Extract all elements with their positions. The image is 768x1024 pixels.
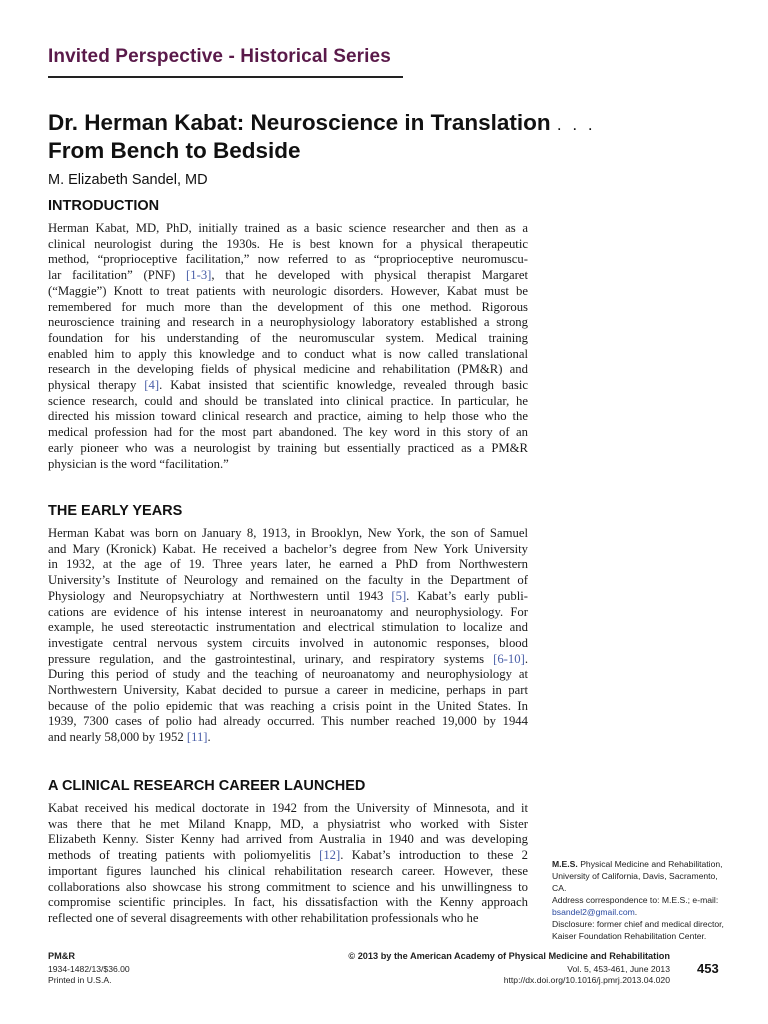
body-text: (“Maggie”) Knott to treat patients with neurologic disorders. However, Kabat must be [48, 283, 528, 298]
body-text: During this period of study and the teaching of neuroanatomy and neurophysiology at [48, 667, 528, 682]
body-text: , that he developed with physical therapist Margaret [211, 268, 528, 283]
body-line [48, 605, 528, 621]
series-divider [48, 76, 403, 78]
body-line [48, 268, 528, 284]
body-text: . Kabat insisted that scientific knowledge, revealed through basic [159, 378, 528, 393]
body-text: University’s Institute of Neurology and remained on the faculty in the Department of [48, 573, 528, 588]
affiliation-line-2: University of California, Davis, Sacramento, CA. [552, 871, 718, 893]
footer-printed: Printed in U.S.A. [48, 975, 112, 985]
body-line [48, 573, 528, 589]
body-text: method, “proprioceptive facilitation,” now referred to as “proprioceptive neuromuscu- [48, 252, 528, 267]
body-line [48, 832, 528, 848]
body-text: directed his mission toward clinical research and practice, aiming to help those who the [48, 409, 528, 424]
body-line [48, 284, 528, 300]
body-line [48, 620, 528, 636]
email-period: . [634, 907, 638, 917]
body-line [48, 911, 528, 927]
body-text: foundation for his understanding of the neuromuscular system. Medical training [48, 330, 528, 345]
citation-link[interactable]: [5] [391, 588, 407, 603]
body-text: Herman Kabat was born on January 8, 1913, in Brooklyn, New York, the son of Samuel [48, 526, 528, 540]
body-text: in 1932, at the age of 19. Three years later, he earned a PhD from Northwestern [48, 557, 528, 572]
title-line-2: From Bench to Bedside [48, 138, 301, 163]
affiliation-line-1: Physical Medicine and Rehabilitation, [580, 859, 723, 869]
body-line [48, 526, 528, 542]
body-line [48, 557, 528, 573]
body-text: neuroscience training and research in a neurophysiology laboratory established a strong [48, 315, 528, 330]
body-line [48, 362, 528, 378]
body-line [48, 457, 528, 473]
body-line [48, 848, 528, 864]
body-text: enabled him to apply this knowledge and to conduct what is now called translational [48, 346, 528, 361]
body-text: early pioneer who was a neurologist by training but essentially practiced as a PM&R [48, 440, 528, 455]
body-text: 1939, 7300 cases of polio had already occurred. This number reached 19,000 by 1944 [48, 714, 528, 729]
body-text: cations are evidence of his intense interest in neuroanatomy and neurophysiology. For [48, 604, 528, 619]
body-text: medical profession had for the most part abandoned. The key word in this story of an [48, 425, 528, 440]
section-heading-early-years: THE EARLY YEARS [48, 503, 183, 519]
body-text: . Kabat’s early publi- [406, 588, 528, 603]
body-line [48, 441, 528, 457]
body-text: pressure regulation, and the gastrointestinal, urinary, and respiratory systems [48, 651, 494, 666]
citation-link[interactable]: [6-10] [493, 651, 525, 666]
citation-link[interactable]: [12] [319, 848, 341, 863]
body-line [48, 542, 528, 558]
body-text: physician is the word “facilitation.” [48, 456, 229, 471]
body-text: and nearly 58,000 by 1952 [48, 730, 187, 745]
body-text: and Mary (Kronick) Kabat. He received a bachelor’s degree from New York University [48, 541, 528, 556]
title-line-1: Dr. Herman Kabat: Neuroscience in Translation [48, 110, 551, 135]
section-heading-introduction: INTRODUCTION [48, 198, 160, 214]
affiliation-line-3: Address correspondence to: M.E.S.; e-mail: [552, 895, 719, 905]
body-text: remembered for much more than the development of this one method. Rigorous [48, 299, 528, 314]
body-text: reflected one of several disagreements with other rehabilitation professionals who he [48, 910, 479, 925]
body-text: example, he used stereotactic instrumentation and electrical stimulation to localize and [48, 620, 528, 635]
body-line [48, 699, 528, 715]
body-text: methods of treating patients with poliomyelitis [48, 848, 320, 863]
section-heading-clinical-career: A CLINICAL RESEARCH CAREER LAUNCHED [48, 778, 366, 794]
body-text: was there that he met Miland Knapp, MD, a physiatrist who worked with Sister [48, 816, 528, 831]
citation-link[interactable]: [4] [144, 378, 160, 393]
title-ellipsis: . . . [556, 115, 596, 134]
body-line [48, 237, 528, 253]
affiliation-line-5: Disclosure: former chief and medical director, [552, 919, 724, 929]
body-text: important figures launched his clinical rehabilitation research career. However, these [48, 863, 528, 878]
body-line [48, 714, 528, 730]
body-line [48, 252, 528, 268]
body-line [48, 300, 528, 316]
author-name: M. Elizabeth Sandel, MD [48, 172, 208, 188]
body-line [48, 652, 528, 668]
body-text: physical therapy [48, 378, 145, 393]
body-line [48, 315, 528, 331]
body-text: . [524, 651, 528, 666]
body-text: Elizabeth Kenny. Sister Kenny had arrived from Australia in 1940 and was developing [48, 832, 528, 847]
citation-link[interactable]: [11] [186, 730, 208, 745]
footer-journal: PM&R [48, 951, 76, 961]
body-line [48, 589, 528, 605]
body-line [48, 221, 528, 237]
body-line [48, 730, 528, 746]
footer-issn: 1934-1482/13/$36.00 [48, 964, 130, 974]
body-line [48, 683, 528, 699]
body-line [48, 347, 528, 363]
page-number: 453 [697, 961, 719, 976]
body-line [48, 801, 528, 817]
body-text: investigate central nervous system circuits involved in autonomic responses, blood [48, 635, 528, 650]
body-text: Northwestern University, Kabat decided to pursue a career in medicine, perhaps in part [48, 683, 528, 698]
footer-volume: Vol. 5, 453-461, June 2013 [567, 964, 670, 974]
body-line [48, 880, 528, 896]
body-text: . [207, 730, 211, 745]
body-line [48, 331, 528, 347]
body-line [48, 394, 528, 410]
body-line [48, 409, 528, 425]
citation-link[interactable]: [1-3] [186, 268, 212, 283]
body-text: Kabat received his medical doctorate in 1942 from the University of Minnesota, and it [48, 801, 528, 815]
section-body-early-years [48, 526, 528, 746]
section-body-introduction [48, 221, 528, 472]
body-line [48, 425, 528, 441]
body-line [48, 378, 528, 394]
body-text: because of the polio epidemic that was reaching a crisis point in the United States. In [48, 698, 528, 713]
body-text: . Kabat’s introduction to these 2 [340, 848, 528, 863]
body-text: science research, could and should be translated into clinical practice. In particular, he [48, 393, 528, 408]
body-text: Physiology and Neuropsychiatry at Northwestern until 1943 [48, 588, 392, 603]
body-line [48, 636, 528, 652]
affiliation-line-6: Kaiser Foundation Rehabilitation Center. [552, 931, 707, 941]
body-line [48, 667, 528, 683]
body-text: lar facilitation” (PNF) [48, 268, 187, 283]
body-line [48, 817, 528, 833]
footer-copyright: © 2013 by the American Academy of Physical Medicine and Rehabilitation [348, 951, 670, 961]
body-text: clinical neurologist during the 1930s. He is best known for a physical therapeutic [48, 236, 528, 251]
body-line [48, 864, 528, 880]
section-body-clinical-career [48, 801, 528, 927]
body-text: collaborations also showcase his strong commitment to science and his unwillingness to [48, 879, 528, 894]
series-label: Invited Perspective - Historical Series [48, 46, 391, 67]
body-text: compromise scientific principles. In fact, his dissatisfaction with the Kenny approach [48, 895, 528, 910]
affiliation-initials: M.E.S. [552, 859, 578, 869]
article-title [48, 110, 688, 164]
author-email-link[interactable]: bsandel2@gmail.com [552, 907, 635, 917]
author-affiliation [552, 858, 724, 942]
body-text: research in the developing fields of physical medicine and rehabilitation (PM&R) and [48, 362, 528, 377]
body-text: Herman Kabat, MD, PhD, initially trained as a basic science researcher and then as a [48, 221, 528, 235]
body-line [48, 895, 528, 911]
footer-doi-link[interactable]: http://dx.doi.org/10.1016/j.pmrj.2013.04.020 [503, 975, 670, 985]
